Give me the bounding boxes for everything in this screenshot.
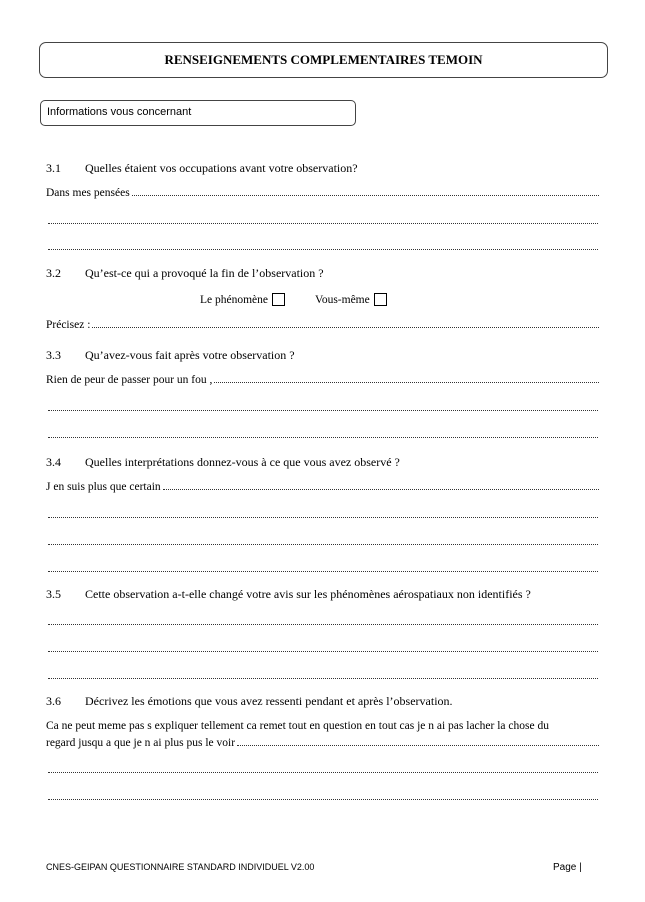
blank-answer-line[interactable] [48, 624, 598, 625]
form-title: RENSEIGNEMENTS COMPLEMENTAIRES TEMOIN [164, 52, 483, 67]
question-number: 3.4 [46, 455, 61, 469]
answer-3-6-line2[interactable] [46, 737, 599, 749]
section-header [40, 100, 356, 126]
blank-answer-line[interactable] [48, 544, 598, 545]
answer-3-6-line1[interactable] [46, 720, 549, 732]
section-title: Informations vous concernant [47, 106, 192, 118]
answer-dotted-line [214, 381, 599, 383]
blank-answer-line[interactable] [48, 223, 598, 224]
precisez-label: Précisez : [46, 319, 91, 331]
blank-answer-line[interactable] [48, 571, 598, 572]
answer-dotted-line [163, 488, 599, 490]
question-number: 3.5 [46, 587, 61, 601]
question-text: Quelles étaient vos occupations avant votre observation? [85, 161, 358, 175]
question-number: 3.6 [46, 694, 61, 708]
blank-answer-line[interactable] [48, 651, 598, 652]
footer-form-id: CNES-GEIPAN QUESTIONNAIRE STANDARD INDIVIDUEL V2.00 [46, 862, 315, 872]
blank-answer-line[interactable] [48, 678, 598, 679]
blank-answer-line[interactable] [48, 517, 598, 518]
option-label: Vous-même [315, 293, 370, 306]
question-text: Décrivez les émotions que vous avez ressenti pendant et après l’observation. [85, 694, 453, 708]
answer-3-1[interactable] [46, 187, 599, 199]
checkbox[interactable] [272, 293, 285, 306]
answer-3-3[interactable] [46, 374, 599, 386]
blank-answer-line[interactable] [48, 410, 598, 411]
question-text: Qu’est-ce qui a provoqué la fin de l’observation ? [85, 266, 324, 280]
checkbox[interactable] [374, 293, 387, 306]
footer-page: Page | [553, 862, 582, 873]
answer-text: Dans mes pensées [46, 187, 130, 199]
blank-answer-line[interactable] [48, 249, 598, 250]
blank-answer-line[interactable] [48, 437, 598, 438]
answer-dotted-line [237, 744, 599, 746]
blank-answer-line[interactable] [48, 799, 598, 800]
answer-3-4[interactable] [46, 481, 599, 493]
option-phenomene[interactable] [200, 293, 285, 306]
question-text: Cette observation a-t-elle changé votre avis sur les phénomènes aérospatiaux non identifiés ? [85, 587, 531, 601]
blank-answer-line[interactable] [48, 772, 598, 773]
question-text: Quelles interprétations donnez-vous à ce que vous avez observé ? [85, 455, 400, 469]
option-vous-meme[interactable] [315, 293, 387, 306]
precisez-line[interactable] [46, 319, 599, 331]
answer-dotted-line [132, 194, 599, 196]
answer-text: Ca ne peut meme pas s expliquer tellement ca remet tout en question en tout cas je n ai pas lacher la chose du [46, 720, 549, 732]
question-number: 3.2 [46, 266, 61, 280]
answer-text: J en suis plus que certain [46, 481, 161, 493]
question-text: Qu’avez-vous fait après votre observation ? [85, 348, 295, 362]
option-label: Le phénomène [200, 293, 269, 306]
answer-text: Rien de peur de passer pour un fou , [46, 374, 213, 386]
answer-text: regard jusqu a que je n ai plus pus le voir [46, 737, 236, 749]
form-title-box [39, 42, 608, 78]
question-number: 3.3 [46, 348, 61, 362]
question-number: 3.1 [46, 161, 61, 175]
answer-dotted-line [92, 326, 599, 328]
